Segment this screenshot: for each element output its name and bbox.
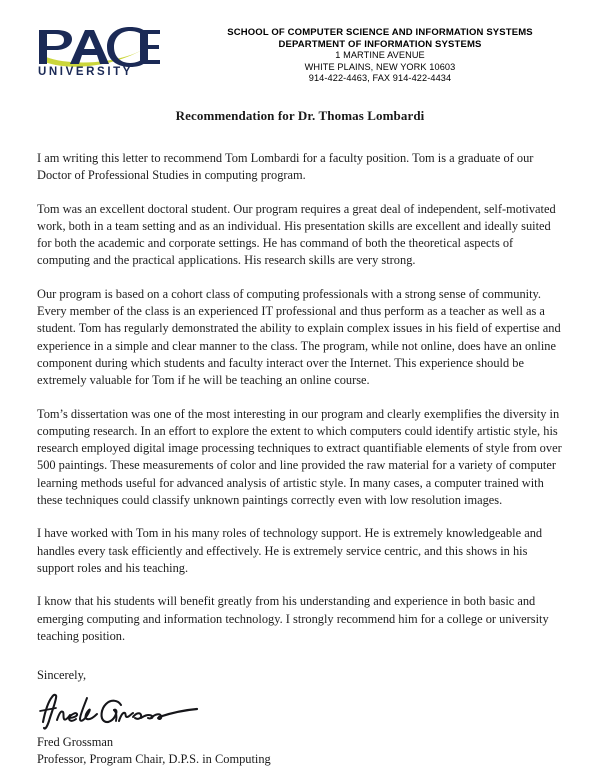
signer-name: Fred Grossman (37, 735, 114, 750)
department-address-block (185, 27, 575, 85)
letterhead (0, 0, 600, 83)
address-line-school: SCHOOL OF COMPUTER SCIENCE AND INFORMATION SYSTEMS (227, 27, 533, 38)
closing-salutation: Sincerely, (37, 668, 87, 683)
paragraph-recommendation: I know that his students will benefit greatly from his understanding and experience in both basic and emerging computing and information technology. I strongly recommend him for a college or university teaching position. (37, 594, 549, 643)
address-line-department: DEPARTMENT OF INFORMATION SYSTEMS (278, 38, 482, 50)
pace-logo-icon (36, 24, 161, 76)
signature-icon (35, 688, 205, 734)
signer-title: Professor, Program Chair, D.P.S. in Computing (37, 751, 271, 766)
handwritten-signature (35, 688, 562, 734)
paragraph-cohort-program: Our program is based on a cohort class of computing professionals with a strong sense of community. Every member of the class is an experienced IT professional and thus perform as a teacher as well as a student. Tom has regularly demonstrated the ability to explain complex issues in his field of expertise and experience in a simple and clear manner to the class. The program, while not online, does have an online component during which students and faculty interact over the Internet. This experience should be extremely valuable for Tom if he will be teaching an online course. (37, 286, 561, 388)
paragraph-intro: I am writing this letter to recommend Tom Lombardi for a faculty position. Tom is a graduate of our Doctor of Professional Studies in computing program. (37, 151, 534, 183)
paragraph-doctoral-student: Tom was an excellent doctoral student. Our program requires a great deal of independent, self-motivated work, both in a team setting and as an individual. His presentation skills are excellent and ideally suited for both the academic and corporate settings. He has command of both the theoretical aspects of computing and the practical applications. His research skills are very strong. (37, 201, 556, 268)
address-line-city: WHITE PLAINS, NEW YORK 10603 (304, 61, 456, 72)
document-title: Recommendation for Dr. Thomas Lombardi (175, 108, 425, 123)
paragraph-technology-support: I have worked with Tom in his many roles of technology support. He is extremely knowledgeable and handles every task efficiently and effectively. He is extremely service centric, and this shows in his support roles and his teaching. (37, 526, 543, 575)
paragraph-dissertation: Tom’s dissertation was one of the most interesting in our program and clearly exemplifies the diversity in computing research. In an effort to explore the extent to which computers could identify artistic style, his research employed digital image processing techniques to extract quantifiable elements of style from over 500 paintings. These measurements of color and line provided the raw material for a variety of computer learning methods useful for advanced analysis of artistic style. In many cases, a computer trained with these techniques could classify unknown paintings correctly even with low resolution images. (37, 406, 562, 508)
address-line-street: 1 MARTINE AVENUE (335, 50, 425, 60)
svg-text:UNIVERSITY: UNIVERSITY (38, 66, 134, 76)
pace-university-logo (36, 24, 161, 76)
address-line-phone: 914-422-4463, FAX 914-422-4434 (308, 73, 452, 83)
letter-body (0, 150, 600, 767)
